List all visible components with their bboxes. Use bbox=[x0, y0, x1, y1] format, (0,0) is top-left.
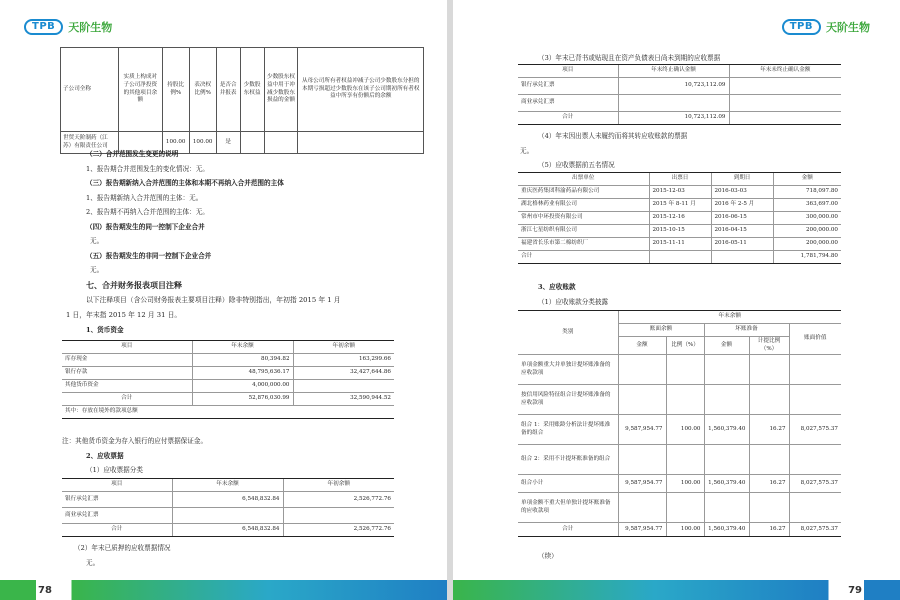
table-cell: 1,560,379.40 bbox=[704, 523, 749, 537]
table-cell bbox=[729, 112, 841, 125]
table-cell: 6,548,832.84 bbox=[172, 492, 283, 508]
cash-table bbox=[62, 340, 394, 419]
table-cell bbox=[789, 493, 841, 523]
table-cell: 2016-06-15 bbox=[711, 212, 773, 225]
table-cell: 52,876,030.99 bbox=[192, 393, 293, 406]
table-cell bbox=[711, 251, 773, 264]
col-header: 年初余额 bbox=[283, 479, 394, 492]
table-cell: 100.00 bbox=[666, 523, 704, 537]
col-header: 出票日 bbox=[649, 173, 711, 186]
table-cell: 1,560,379.40 bbox=[704, 415, 749, 445]
page-number: 78 bbox=[38, 585, 52, 596]
table-cell: 组合 2：采用不计提坏账准备的组合 bbox=[518, 445, 618, 475]
table-cell: 80,394.82 bbox=[192, 354, 293, 367]
body-text: 2、报告期不再纳入合并范围的主体：无。 bbox=[86, 208, 209, 216]
table-cell: 库存现金 bbox=[62, 354, 192, 367]
body-text: 以下注释项目（含公司财务报表主要项目注释）除非特别指出，年初指 2015 年 1 月 bbox=[86, 296, 341, 304]
brand-logo bbox=[24, 19, 112, 35]
table-cell bbox=[729, 78, 841, 95]
table-cell bbox=[618, 445, 666, 475]
table-cell: 32,590,944.52 bbox=[293, 393, 394, 406]
table-cell: 商业承兑汇票 bbox=[62, 508, 172, 524]
table-cell: 8,027,575.37 bbox=[789, 475, 841, 493]
table-cell: 合计 bbox=[62, 393, 192, 406]
sub-row-cell: 世贸天阶制药（江苏）有限责任公司 bbox=[61, 132, 119, 154]
body-text: （1）应收票据分类 bbox=[86, 466, 143, 474]
table-cell: 100.00 bbox=[666, 475, 704, 493]
sub-header-cell: 持股比例% bbox=[162, 48, 189, 132]
table-cell: 银行承兑汇票 bbox=[518, 78, 618, 95]
table-cell bbox=[666, 355, 704, 385]
table-footnote: 其中：存放在境外的款项总额 bbox=[62, 406, 394, 419]
table-cell: 单项金额不重大但单独计提坏账准备的应收款项 bbox=[518, 493, 618, 523]
table-cell bbox=[618, 355, 666, 385]
subsidiary-table bbox=[60, 47, 424, 154]
table-cell: 合计 bbox=[518, 251, 649, 264]
section-heading: （三）报告期新纳入合并范围的主体和本期不再纳入合并范围的主体 bbox=[86, 179, 284, 187]
ar-header: 坏账准备 bbox=[704, 324, 789, 337]
body-text: 无。 bbox=[90, 266, 104, 274]
table-cell: 其他货币资金 bbox=[62, 380, 192, 393]
table-cell: 2016 年 2-5 月 bbox=[711, 199, 773, 212]
footer-bar bbox=[453, 580, 900, 600]
table-cell: 48,795,636.17 bbox=[192, 367, 293, 380]
section-heading: （四）报告期发生的同一控制下企业合并 bbox=[86, 223, 205, 231]
table-cell bbox=[749, 493, 789, 523]
table-cell: 浙江七星纺织有限公司 bbox=[518, 225, 649, 238]
table-cell bbox=[618, 385, 666, 415]
table-cell: 718,097.80 bbox=[773, 186, 841, 199]
body-text: 无。 bbox=[90, 237, 104, 245]
table-cell: 200,000.00 bbox=[773, 225, 841, 238]
brand-badge: TPB bbox=[782, 19, 821, 35]
ar-header: 账面价值 bbox=[789, 324, 841, 355]
table-cell: 福建省长乐市第二棉纺织厂 bbox=[518, 238, 649, 251]
table-cell: 9,587,954.77 bbox=[618, 523, 666, 537]
table-cell: 银行承兑汇票 bbox=[62, 492, 172, 508]
col-header: 到期日 bbox=[711, 173, 773, 186]
table-cell bbox=[283, 508, 394, 524]
table-cell: 16.27 bbox=[749, 523, 789, 537]
table-cell: 100.00 bbox=[666, 415, 704, 445]
table-cell bbox=[618, 493, 666, 523]
brand-logo bbox=[782, 19, 870, 35]
col-header: 金额 bbox=[773, 173, 841, 186]
accounts-receivable-table bbox=[518, 310, 841, 537]
table-cell: 8,027,575.37 bbox=[789, 415, 841, 445]
col-header: 出票单位 bbox=[518, 173, 649, 186]
col-header: 项目 bbox=[62, 479, 172, 492]
sub-row-cell bbox=[240, 132, 264, 154]
body-text: （1）应收账款分类披露 bbox=[538, 298, 609, 306]
table-cell: 363,697.00 bbox=[773, 199, 841, 212]
table-cell: 1,781,794.80 bbox=[773, 251, 841, 264]
table-cell: 6,548,832.84 bbox=[172, 524, 283, 537]
table-cell: 32,427,644.86 bbox=[293, 367, 394, 380]
table-cell bbox=[704, 445, 749, 475]
brand-badge: TPB bbox=[24, 19, 63, 35]
sub-header-cell: 少数股东权益中用于冲减少数股东损益的金额 bbox=[264, 48, 298, 132]
table-cell: 重庆医药集团科渝药品有限公司 bbox=[518, 186, 649, 199]
ar-header: 比例（%） bbox=[666, 337, 704, 355]
table-cell: 2,526,772.76 bbox=[283, 524, 394, 537]
col-header: 年末余额 bbox=[172, 479, 283, 492]
notes-receivable-table bbox=[62, 478, 394, 537]
left-page bbox=[0, 0, 447, 600]
table-cell bbox=[749, 385, 789, 415]
ar-header: 金额 bbox=[618, 337, 666, 355]
table-cell bbox=[172, 508, 283, 524]
endorsed-notes-table bbox=[518, 64, 841, 125]
body-text: 注：其他货币资金为存入银行的应付票据保证金。 bbox=[62, 437, 208, 445]
table-cell: 2016-03-03 bbox=[711, 186, 773, 199]
table-cell: 常州市中环投资有限公司 bbox=[518, 212, 649, 225]
body-text: 无。 bbox=[86, 559, 100, 567]
page-number: 79 bbox=[848, 585, 862, 596]
top5-notes-table bbox=[518, 172, 841, 264]
table-cell: 2016-04-15 bbox=[711, 225, 773, 238]
table-cell bbox=[704, 493, 749, 523]
table-cell: 银行存款 bbox=[62, 367, 192, 380]
table-cell: 2015 年 8-11 月 bbox=[649, 199, 711, 212]
col-header: 项目 bbox=[62, 341, 192, 354]
col-header: 项目 bbox=[518, 65, 618, 78]
table-cell: 合计 bbox=[518, 523, 618, 537]
table-cell: 200,000.00 bbox=[773, 238, 841, 251]
table-cell bbox=[789, 355, 841, 385]
table-cell: 2016-05-11 bbox=[711, 238, 773, 251]
table-cell bbox=[649, 251, 711, 264]
col-header: 年末未终止确认金额 bbox=[729, 65, 841, 78]
right-page bbox=[453, 0, 900, 600]
table-cell bbox=[666, 385, 704, 415]
body-text: （4）年末因出票人未履约而将其转应收账款的票据 bbox=[538, 132, 688, 140]
section-heading: 2、应收票据 bbox=[86, 452, 124, 460]
table-cell bbox=[666, 445, 704, 475]
table-cell bbox=[666, 493, 704, 523]
table-cell bbox=[704, 385, 749, 415]
table-cell: 按信用风险特征组合计提坏账准备的应收款项 bbox=[518, 385, 618, 415]
body-text: （2）年末已质押的应收票据情况 bbox=[74, 544, 171, 552]
table-cell: 9,587,954.77 bbox=[618, 415, 666, 445]
table-cell: 组合小计 bbox=[518, 475, 618, 493]
body-text: 1、报告期新纳入合并范围的主体：无。 bbox=[86, 194, 203, 202]
table-cell bbox=[749, 355, 789, 385]
table-cell: 2,526,772.76 bbox=[283, 492, 394, 508]
table-cell: 合计 bbox=[518, 112, 618, 125]
sub-header-cell: 表决权比例% bbox=[189, 48, 216, 132]
table-cell bbox=[789, 385, 841, 415]
sub-header-cell: 从母公司所有者权益冲减子公司少数股东分担的本期亏损超过少数股东在该子公司期初所有者权益中所享有份额后的余额 bbox=[298, 48, 424, 132]
table-cell: 16.27 bbox=[749, 475, 789, 493]
section-heading: （二）合并范围发生变更的说明 bbox=[86, 150, 179, 158]
table-cell: 9,587,954.77 bbox=[618, 475, 666, 493]
table-cell: 4,000,000.00 bbox=[192, 380, 293, 393]
table-cell bbox=[618, 95, 729, 112]
sub-header-cell: 少数股东权益 bbox=[240, 48, 264, 132]
table-cell bbox=[704, 355, 749, 385]
table-cell: 单项金额重大并单独计提坏账准备的应收款项 bbox=[518, 355, 618, 385]
body-text: 1 日，年末指 2015 年 12 月 31 日。 bbox=[66, 311, 182, 319]
table-cell: 10,723,112.09 bbox=[618, 112, 729, 125]
col-header: 年末余额 bbox=[192, 341, 293, 354]
table-cell bbox=[729, 95, 841, 112]
sub-row-cell bbox=[264, 132, 298, 154]
table-cell: 2015-12-16 bbox=[649, 212, 711, 225]
col-header: 年末终止确认金额 bbox=[618, 65, 729, 78]
table-cell bbox=[293, 380, 394, 393]
body-text: 1、报告期合并范围发生的变化情况：无。 bbox=[86, 165, 209, 173]
sub-header-cell: 子公司全称 bbox=[61, 48, 119, 132]
continued-label: （续） bbox=[538, 552, 558, 560]
table-cell: 合计 bbox=[62, 524, 172, 537]
table-cell: 湖北格林药业有限公司 bbox=[518, 199, 649, 212]
body-text: （5）应收票据前五名情况 bbox=[538, 161, 615, 169]
section-heading: 3、应收账款 bbox=[538, 283, 576, 291]
chapter-heading: 七、合并财务报表项目注释 bbox=[86, 280, 182, 290]
footer-bar bbox=[0, 580, 447, 600]
body-text: 无。 bbox=[520, 147, 534, 155]
col-header: 年初余额 bbox=[293, 341, 394, 354]
sub-row-cell: 100.00 bbox=[189, 132, 216, 154]
table-cell: 10,723,112.09 bbox=[618, 78, 729, 95]
section-heading: 1、货币资金 bbox=[86, 326, 124, 334]
table-cell: 8,027,575.37 bbox=[789, 523, 841, 537]
table-cell: 组合 1：采用账龄分析法计提坏账准备的组合 bbox=[518, 415, 618, 445]
sub-row-cell: 是 bbox=[216, 132, 240, 154]
table-cell: 163,299.66 bbox=[293, 354, 394, 367]
ar-header: 金额 bbox=[704, 337, 749, 355]
brand-name: 天阶生物 bbox=[68, 21, 113, 34]
ar-header: 年末余额 bbox=[618, 311, 841, 324]
sub-row-cell: 100.00 bbox=[162, 132, 189, 154]
ar-header: 计提比例（%） bbox=[749, 337, 789, 355]
table-cell: 300,000.00 bbox=[773, 212, 841, 225]
sub-row-cell bbox=[298, 132, 424, 154]
table-cell: 商业承兑汇票 bbox=[518, 95, 618, 112]
table-cell: 2015-11-11 bbox=[649, 238, 711, 251]
section-heading: （五）报告期发生的非同一控制下企业合并 bbox=[86, 252, 212, 260]
table-cell: 2015-10-15 bbox=[649, 225, 711, 238]
table-cell: 16.27 bbox=[749, 415, 789, 445]
table-cell bbox=[749, 445, 789, 475]
table-cell: 1,560,379.40 bbox=[704, 475, 749, 493]
sub-header-cell: 是否合并报表 bbox=[216, 48, 240, 132]
body-text: （3）年末已背书或贴现且在资产负债表日尚未到期的应收票据 bbox=[538, 54, 721, 62]
table-cell: 2015-12-03 bbox=[649, 186, 711, 199]
brand-name: 天阶生物 bbox=[826, 21, 870, 34]
table-cell bbox=[789, 445, 841, 475]
ar-header: 类别 bbox=[518, 311, 618, 355]
ar-header: 账面余额 bbox=[618, 324, 704, 337]
sub-header-cell: 实质上构成对子公司净投资的其他项目余额 bbox=[118, 48, 162, 132]
